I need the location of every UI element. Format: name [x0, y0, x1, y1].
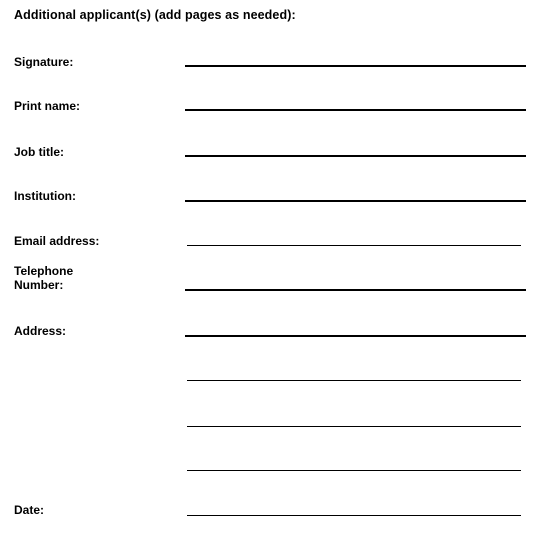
telephone-label-line2: Number: — [14, 278, 64, 292]
email-label: Email address: — [14, 234, 100, 248]
form-heading: Additional applicant(s) (add pages as needed): — [14, 8, 296, 22]
telephone-label-line1: Telephone — [14, 264, 74, 278]
address-line-2[interactable] — [187, 380, 521, 381]
date-label: Date: — [14, 503, 45, 517]
institution-label: Institution: — [14, 189, 76, 203]
address-line-4[interactable] — [187, 470, 521, 471]
institution-line[interactable] — [185, 200, 526, 202]
email-line[interactable] — [187, 245, 521, 246]
address-line-3[interactable] — [187, 426, 521, 427]
signature-line[interactable] — [185, 65, 526, 67]
job-title-label: Job title: — [14, 145, 64, 159]
print-name-line[interactable] — [185, 109, 526, 111]
address-label: Address: — [14, 324, 67, 338]
address-line-1[interactable] — [185, 335, 526, 337]
print-name-label: Print name: — [14, 99, 81, 113]
signature-label: Signature: — [14, 55, 74, 69]
date-line[interactable] — [187, 515, 521, 516]
job-title-line[interactable] — [185, 155, 526, 157]
telephone-label — [14, 264, 73, 292]
telephone-line[interactable] — [185, 289, 526, 291]
